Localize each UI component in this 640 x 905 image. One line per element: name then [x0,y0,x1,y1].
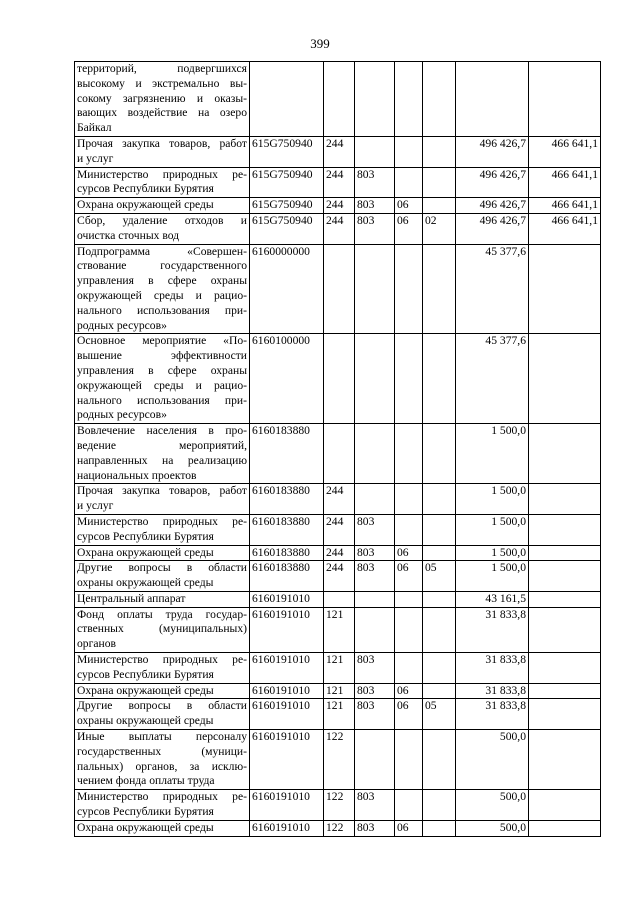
amount-year1-cell: 1 500,0 [456,561,529,592]
item-name-cell [75,699,250,730]
item-name-cell [75,198,250,214]
table-row [75,198,601,214]
item-name-line: Охрана окружающей среды [77,820,214,834]
target-code-cell: 6160191010 [250,591,324,607]
amount-year1-cell: 500,0 [456,790,529,821]
item-name-line: национальных проектов [77,468,197,482]
amount-year2-cell [529,484,601,515]
section-cell [395,484,423,515]
target-code-cell: 6160191010 [250,820,324,836]
section-cell [395,62,423,137]
subsection-cell [423,545,456,561]
expense-type-cell: 244 [324,167,355,198]
subsection-cell: 05 [423,699,456,730]
item-name-line: территорий, подвергшихся [77,62,247,75]
expense-type-cell [324,62,355,137]
item-name-line: государственных (муници- [77,744,247,758]
target-code-cell: 6160191010 [250,790,324,821]
amount-year2-cell [529,820,601,836]
item-name-cell [75,484,250,515]
item-name-line: сокому загрязнению и оказы- [77,91,247,105]
amount-year2-cell [529,683,601,699]
item-name-line: Охрана окружающей среды [77,198,214,212]
amount-year2-cell: 466 641,1 [529,198,601,214]
subsection-cell [423,424,456,484]
ministry-code-cell: 803 [355,198,395,214]
table-row [75,244,601,334]
target-code-cell: 6160000000 [250,244,324,334]
amount-year1-cell: 1 500,0 [456,545,529,561]
target-code-cell: 615G750940 [250,198,324,214]
target-code-cell: 6160191010 [250,699,324,730]
amount-year1-cell: 1 500,0 [456,514,529,545]
item-name-line: направленных на реализацию [77,453,247,467]
target-code-cell: 615G750940 [250,136,324,167]
table-row [75,424,601,484]
expense-type-cell: 244 [324,514,355,545]
item-name-line: Подпрограмма «Совершен- [77,244,247,258]
ministry-code-cell [355,424,395,484]
amount-year1-cell: 31 833,8 [456,653,529,684]
expense-type-cell: 122 [324,790,355,821]
ministry-code-cell: 803 [355,545,395,561]
item-name-cell [75,334,250,424]
item-name-line: окружающей среды и рацио- [77,288,247,302]
item-name-line: управления в сфере охраны [77,363,247,377]
budget-table [74,61,601,837]
table-row [75,167,601,198]
expense-type-cell: 244 [324,213,355,244]
amount-year1-cell: 1 500,0 [456,424,529,484]
item-name-line: сурсов Республики Бурятия [77,805,214,819]
item-name-line: родных ресурсов» [77,408,167,422]
item-name-line: Прочая закупка товаров, работ [77,136,247,150]
subsection-cell [423,514,456,545]
amount-year2-cell [529,545,601,561]
item-name-line: Другие вопросы в области [77,699,247,713]
target-code-cell: 6160191010 [250,730,324,790]
item-name-cell [75,790,250,821]
item-name-line: Вовлечение населения в про- [77,424,247,438]
item-name-cell [75,591,250,607]
item-name-line: родных ресурсов» [77,318,167,332]
item-name-cell [75,653,250,684]
target-code-cell: 6160191010 [250,653,324,684]
expense-type-cell: 244 [324,545,355,561]
section-cell: 06 [395,561,423,592]
subsection-cell [423,730,456,790]
section-cell [395,730,423,790]
table-row [75,213,601,244]
item-name-cell [75,683,250,699]
target-code-cell: 6160183880 [250,514,324,545]
ministry-code-cell [355,334,395,424]
subsection-cell [423,167,456,198]
amount-year1-cell: 500,0 [456,820,529,836]
item-name-line: Другие вопросы в области [77,561,247,575]
amount-year1-cell: 496 426,7 [456,198,529,214]
item-name-line: ственных (муниципальных) [77,622,247,636]
amount-year1-cell: 45 377,6 [456,334,529,424]
expense-type-cell: 244 [324,561,355,592]
ministry-code-cell: 803 [355,561,395,592]
subsection-cell [423,334,456,424]
item-name-line: Министерство природных ре- [77,790,247,804]
amount-year2-cell: 466 641,1 [529,136,601,167]
target-code-cell: 6160191010 [250,607,324,652]
ministry-code-cell [355,730,395,790]
item-name-line: охраны окружающей среды [77,714,214,728]
table-row [75,334,601,424]
target-code-cell [250,62,324,137]
amount-year2-cell [529,790,601,821]
table-row [75,730,601,790]
item-name-cell [75,62,250,137]
expense-type-cell: 121 [324,699,355,730]
amount-year1-cell: 1 500,0 [456,484,529,515]
table-row [75,591,601,607]
amount-year2-cell [529,699,601,730]
section-cell: 06 [395,683,423,699]
amount-year1-cell: 31 833,8 [456,699,529,730]
subsection-cell [423,198,456,214]
item-name-line: Министерство природных ре- [77,653,247,667]
section-cell: 06 [395,820,423,836]
page-number: 399 [310,36,330,51]
ministry-code-cell: 803 [355,514,395,545]
table-row [75,820,601,836]
item-name-line: пальных) органов, за исклю- [77,759,247,773]
table-row [75,484,601,515]
subsection-cell [423,62,456,137]
item-name-line: Охрана окружающей среды [77,683,214,697]
subsection-cell [423,484,456,515]
section-cell [395,334,423,424]
section-cell [395,607,423,652]
item-name-line: чением фонда оплаты труда [77,774,215,788]
amount-year1-cell: 31 833,8 [456,607,529,652]
item-name-line: Основное мероприятие «По- [77,334,247,348]
item-name-line: Министерство природных ре- [77,514,247,528]
amount-year2-cell [529,244,601,334]
item-name-cell [75,545,250,561]
item-name-line: и услуг [77,151,114,165]
item-name-line: сурсов Республики Бурятия [77,529,214,543]
target-code-cell: 6160183880 [250,561,324,592]
item-name-line: управления в сфере охраны [77,274,247,288]
expense-type-cell [324,244,355,334]
section-cell: 06 [395,699,423,730]
section-cell: 06 [395,198,423,214]
amount-year1-cell: 31 833,8 [456,683,529,699]
subsection-cell [423,683,456,699]
item-name-line: Фонд оплаты труда государ- [77,607,247,621]
section-cell [395,591,423,607]
item-name-cell [75,136,250,167]
ministry-code-cell: 803 [355,167,395,198]
section-cell [395,424,423,484]
item-name-line: вышение эффективности [77,349,247,363]
item-name-cell [75,213,250,244]
subsection-cell [423,790,456,821]
ministry-code-cell: 803 [355,820,395,836]
amount-year1-cell: 45 377,6 [456,244,529,334]
item-name-line: высокому и экстремально вы- [77,76,247,90]
amount-year2-cell [529,653,601,684]
amount-year1-cell: 496 426,7 [456,213,529,244]
target-code-cell: 615G750940 [250,213,324,244]
subsection-cell [423,820,456,836]
subsection-cell [423,653,456,684]
target-code-cell: 6160183880 [250,545,324,561]
amount-year2-cell [529,334,601,424]
subsection-cell [423,136,456,167]
amount-year2-cell [529,591,601,607]
table-row [75,62,601,137]
section-cell [395,653,423,684]
subsection-cell [423,244,456,334]
item-name-cell [75,244,250,334]
item-name-line: очистка сточных вод [77,228,180,242]
amount-year2-cell [529,561,601,592]
ministry-code-cell [355,136,395,167]
target-code-cell: 615G750940 [250,167,324,198]
item-name-line: Министерство природных ре- [77,167,247,181]
subsection-cell: 02 [423,213,456,244]
subsection-cell [423,591,456,607]
section-cell [395,244,423,334]
item-name-cell [75,424,250,484]
item-name-line: Прочая закупка товаров, работ [77,484,247,498]
amount-year1-cell: 496 426,7 [456,167,529,198]
item-name-line: окружающей среды и рацио- [77,378,247,392]
table-row [75,561,601,592]
ministry-code-cell: 803 [355,699,395,730]
expense-type-cell [324,334,355,424]
item-name-line: Иные выплаты персоналу [77,730,247,744]
table-row [75,699,601,730]
amount-year1-cell: 496 426,7 [456,136,529,167]
item-name-line: ведение мероприятий, [77,438,247,452]
ministry-code-cell [355,244,395,334]
expense-type-cell: 244 [324,484,355,515]
item-name-line: Охрана окружающей среды [77,545,214,559]
item-name-line: нального использования при- [77,303,247,317]
expense-type-cell: 122 [324,820,355,836]
amount-year2-cell [529,730,601,790]
item-name-cell [75,167,250,198]
section-cell: 06 [395,213,423,244]
table-row [75,607,601,652]
expense-type-cell: 121 [324,683,355,699]
target-code-cell: 6160183880 [250,424,324,484]
expense-type-cell: 121 [324,653,355,684]
ministry-code-cell [355,607,395,652]
item-name-cell [75,561,250,592]
target-code-cell: 6160100000 [250,334,324,424]
table-row [75,136,601,167]
table-row [75,790,601,821]
ministry-code-cell: 803 [355,213,395,244]
item-name-line: Центральный аппарат [77,591,186,605]
table-body [75,62,601,837]
section-cell [395,514,423,545]
ministry-code-cell [355,62,395,137]
item-name-line: охраны окружающей среды [77,576,214,590]
item-name-line: Байкал [77,121,112,135]
expense-type-cell: 122 [324,730,355,790]
table-row [75,514,601,545]
ministry-code-cell [355,591,395,607]
ministry-code-cell [355,484,395,515]
ministry-code-cell: 803 [355,790,395,821]
target-code-cell: 6160183880 [250,484,324,515]
expense-type-cell [324,424,355,484]
amount-year2-cell [529,607,601,652]
section-cell [395,167,423,198]
amount-year2-cell [529,424,601,484]
expense-type-cell: 244 [324,198,355,214]
amount-year2-cell [529,514,601,545]
expense-type-cell [324,591,355,607]
item-name-line: органов [77,637,116,651]
table-row [75,653,601,684]
amount-year2-cell: 466 641,1 [529,213,601,244]
table-row [75,683,601,699]
item-name-line: сурсов Республики Бурятия [77,667,214,681]
table-row [75,545,601,561]
item-name-cell [75,514,250,545]
amount-year1-cell [456,62,529,137]
amount-year1-cell: 500,0 [456,730,529,790]
amount-year1-cell: 43 161,5 [456,591,529,607]
item-name-line: сурсов Республики Бурятия [77,182,214,196]
item-name-line: Сбор, удаление отходов и [77,213,247,227]
section-cell [395,136,423,167]
expense-type-cell: 244 [324,136,355,167]
item-name-cell [75,820,250,836]
amount-year2-cell [529,62,601,137]
item-name-line: вающих воздействие на озеро [77,106,247,120]
expense-type-cell: 121 [324,607,355,652]
subsection-cell [423,607,456,652]
ministry-code-cell: 803 [355,683,395,699]
item-name-line: ствование государственного [77,259,247,273]
item-name-line: и услуг [77,499,114,513]
item-name-cell [75,730,250,790]
ministry-code-cell: 803 [355,653,395,684]
section-cell [395,790,423,821]
subsection-cell: 05 [423,561,456,592]
section-cell: 06 [395,545,423,561]
item-name-cell [75,607,250,652]
target-code-cell: 6160191010 [250,683,324,699]
amount-year2-cell: 466 641,1 [529,167,601,198]
item-name-line: нального использования при- [77,393,247,407]
